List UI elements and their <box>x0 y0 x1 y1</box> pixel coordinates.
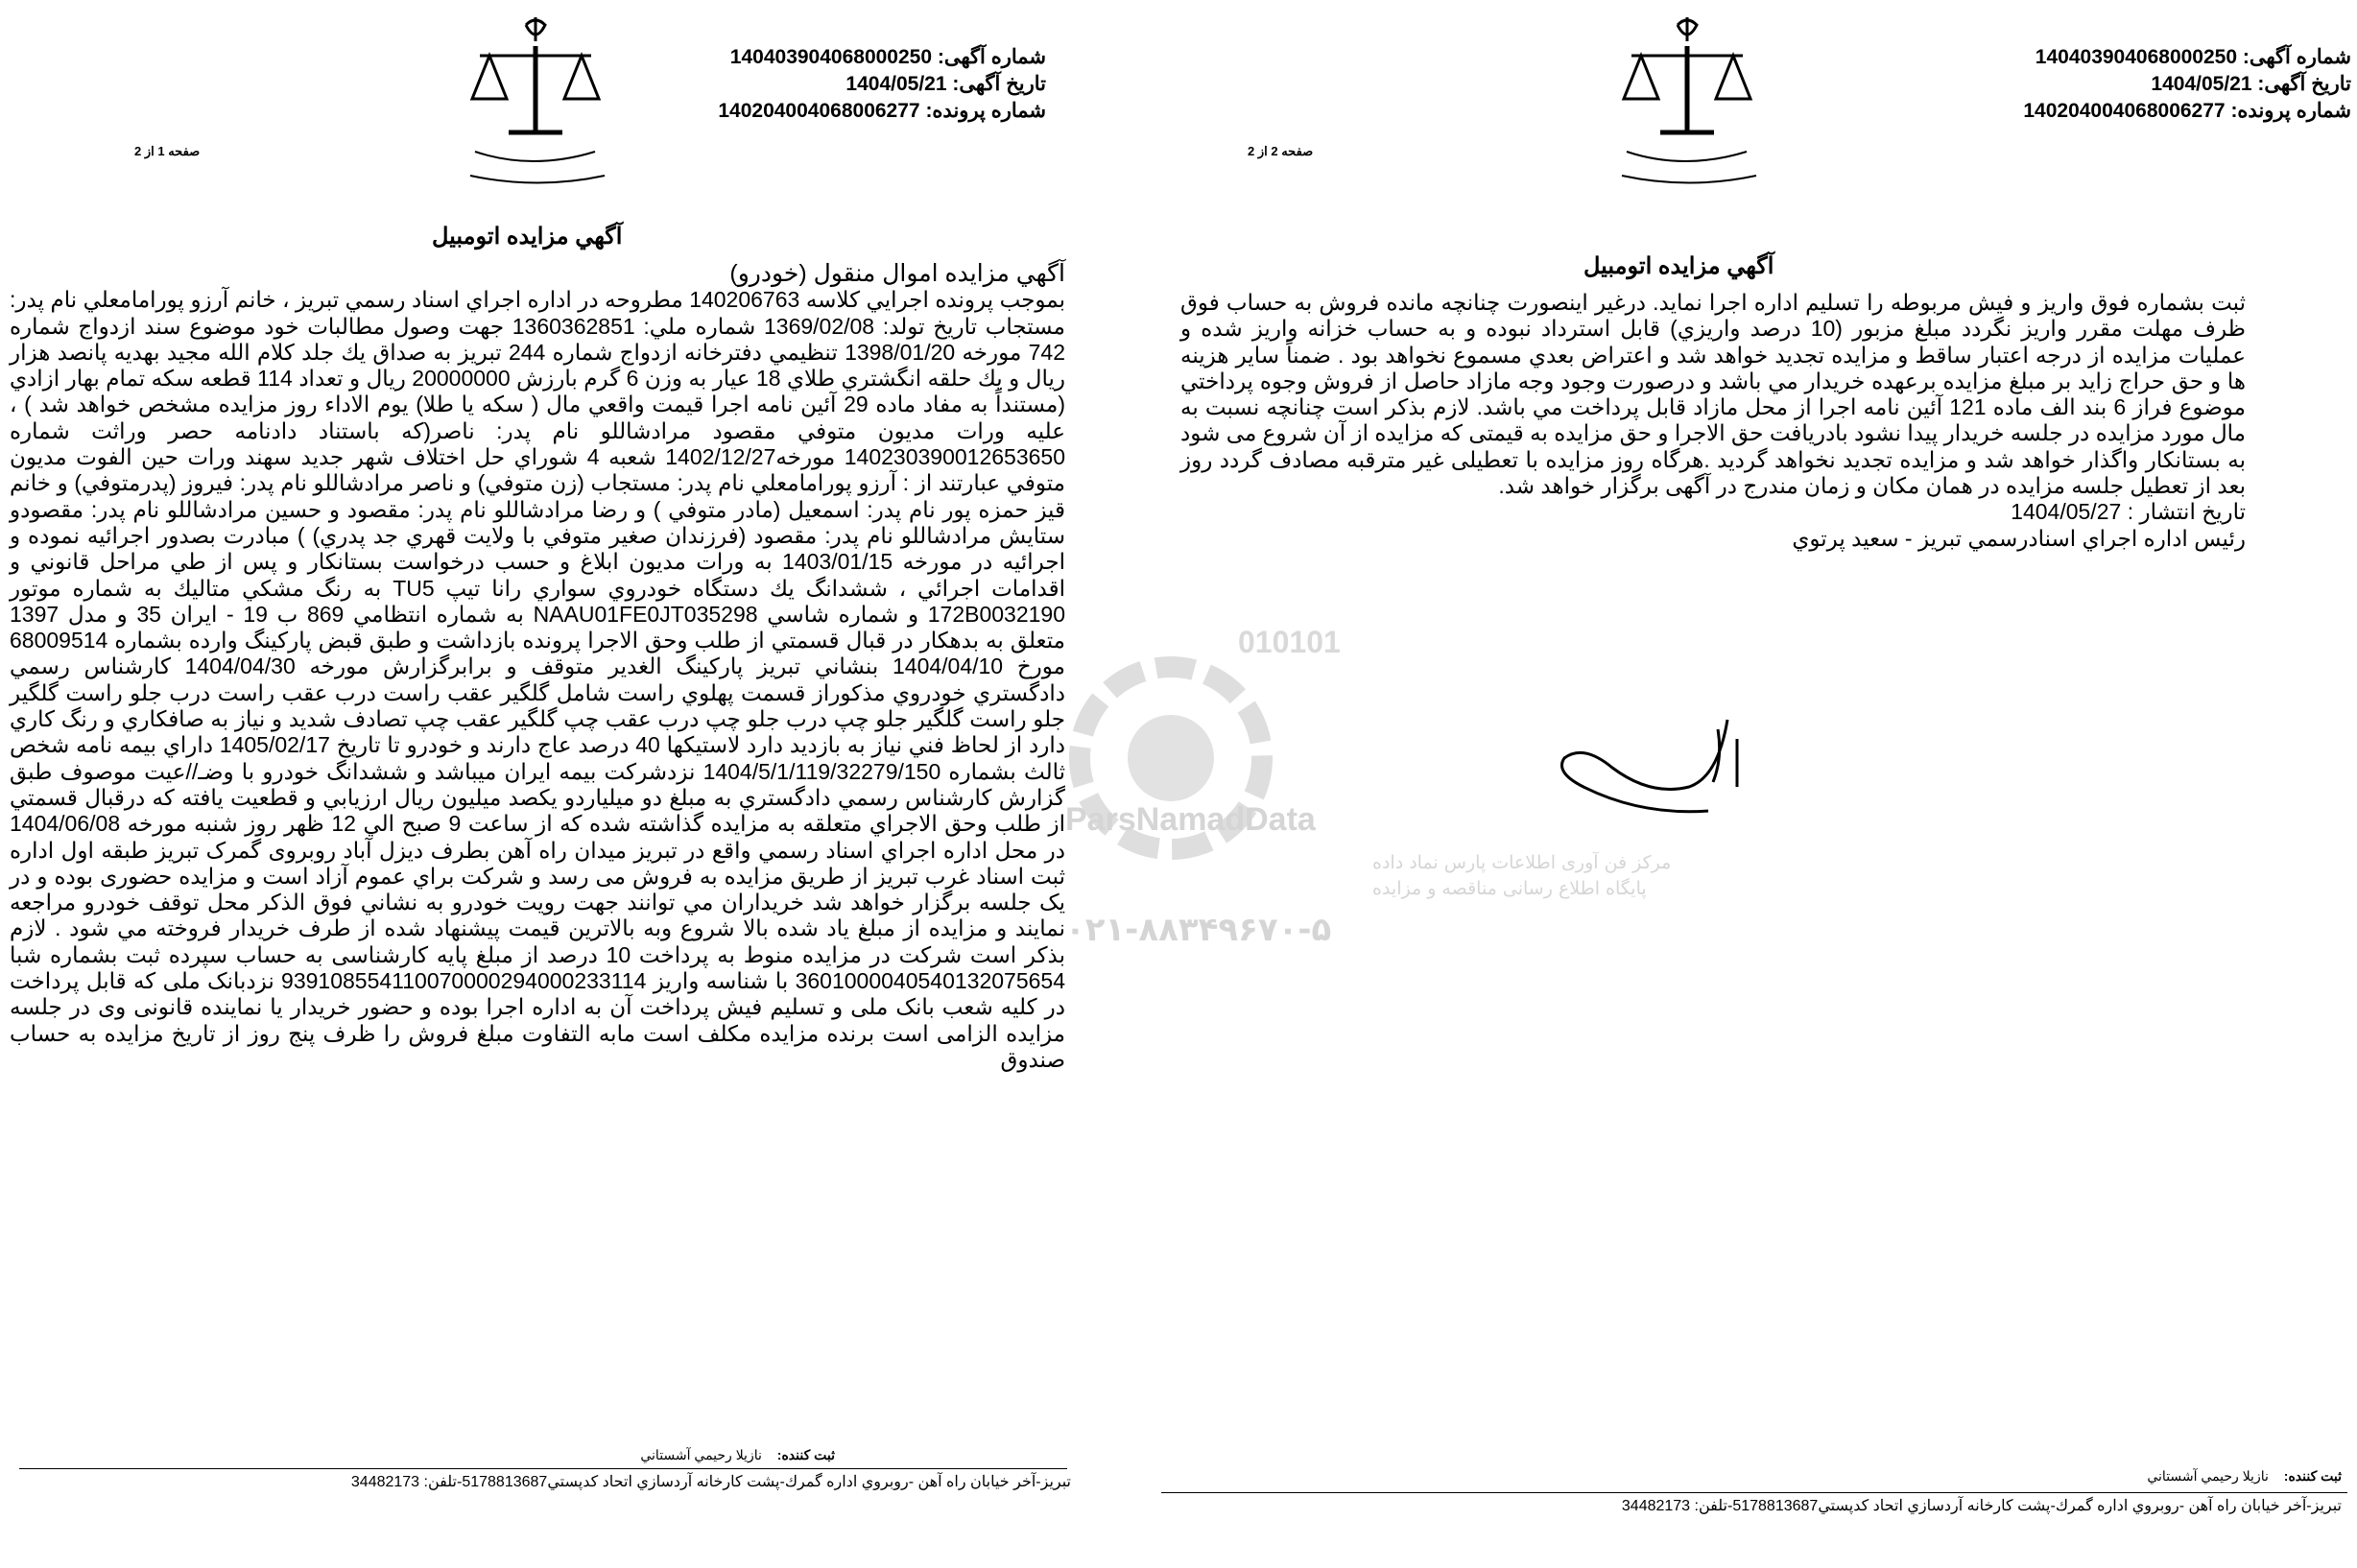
file-number-label: شماره پرونده: <box>925 100 1046 122</box>
ad-number: 140403904068000250 <box>2035 46 2238 68</box>
file-number: 140204004068006277 <box>718 100 920 122</box>
page-1 <box>0 0 1084 1568</box>
judiciary-emblem-icon <box>1603 8 1771 190</box>
ad-number-label: شماره آگهی: <box>2242 46 2351 68</box>
publish-date: 1404/05/27 <box>2011 499 2122 525</box>
page-number: صفحه 1 از 2 <box>134 144 201 158</box>
body-text <box>1180 290 2246 552</box>
footer-divider <box>1161 1492 2347 1493</box>
registrar <box>2147 1468 2342 1485</box>
judiciary-emblem-icon <box>451 8 619 190</box>
handwritten-signature-icon <box>1536 701 1756 825</box>
document-title: آگهي مزايده اتومبيل <box>432 224 623 249</box>
body-paragraph: بموجب پرونده اجرايي كلاسه 140206763 مطروحه در اداره اجراي اسناد رسمي تبريز ، خانم آرزو پورامامعلي نام پدر: مستجاب تاريخ تولد: 1369/02/08 شماره ملي: 1360362851 جهت وصول مطالبات خود موضوع سند ازدواج شماره 742 مورخه 1398/01/20 تنظيمي دفترخانه ازدواج شماره 244 تبريز به صداق يك جلد كلام الله مجيد بهديه پانصد هزار ريال و يك حلقه انگشتري طلاي 18 عيار به وزن 6 گرم بارزش 20000000 ريال و تعداد 114 قطعه سكه تمام بهار ازادي (مستنداً به مفاد ماده 29 آئين نامه اجرا قيمت واقعي مال ( سكه يا طلا) يوم الاداء روز مزايده مشخص خواهد شد ) ، عليه ورات مديون متوفي مقصود مرادشاللو نام پدر: ناصر(كه باستناد دادنامه حصر وراثت شماره 140230390012653650 مورخه1402/12/27 شعبه 4 شوراي حل اختلاف شهر جديد سهند ورات حين الفوت مديون متوفي عبارتند از : آرزو پورامامعلي نام پدر: مستجاب (زن متوفي) و ناصر مرادشاللو نام پدر: فيروز (پدرمتوفي) و خانم قيز حمزه پور نام پدر: اسمعيل (مادر متوفي ) و رضا مرادشاللو نام پدر: مقصود و حسين مرادشاللو نام پدر: مقصودو ستايش مرادشاللو نام پدر: مقصود (فرزندان صغير متوفي با ولايت قهري جد پدري) ) مبادرت بصدور اجرائيه نموده و اجرائيه در مورخه 1403/01/15 به ورات مديون ابلاغ و حسب درخواست بستانكار و پس از طي مراحل قانوني و اقدامات اجرائي ، ششدانگ يك دستگاه خودروي سواري رانا تيپ TU5 به رنگ مشكي متاليك به شماره موتور 172B0032190 و شماره شاسي NAAU01FE0JT035298 به شماره انتظامي 869 ب 19 - ايران 35 و مدل 1397 متعلق به بدهكار در قبال قسمتي از طلب وحق الاجرا پرونده بازداشت و طبق قبض پاركينگ وارده بشماره 68009514 مورخ 1404/04/10 بنشاني تبريز پاركينگ الغدير متوقف و برابرگزارش مورخه 1404/04/30 كارشناس رسمي دادگستري خودروي مذكوراز قسمت پهلوي راست شامل گلگير عقب راست درب عقب راست درب جلو راست گلگير جلو راست گلگير جلو چپ درب جلو چپ درب عقب چپ گلگير عقب چپ تصادف شديد و نياز به صافكاري و رنگ كاري دارد از لحاظ فني نياز به بازديد دارد لاستيكها 40 درصد عاج دارند و خودرو تا تاريخ 1405/02/17 داراي بيمه نامه شخص ثالث بشماره 1404/5/1/119/32279/150 نزدشركت بيمه ايران ميباشد و ششدانگ خودرو با وضـ//عيت موصوف طبق گزارش كارشناس رسمي دادگستري به مبلغ دو ميلياردو يكصد ميليون ريال ارزيابي و قطعيت يافته كه درقبال قسمتي از طلب وحق الاجراي متعلقه به مزايده گذاشته شده كه از ساعت 9 صبح الي 12 ظهر روز شنبه مورخه 1404/06/08 در محل اداره اجراي اسناد رسمي واقع در تبريز ميدان راه آهن بطرف ديزل آباد روبروی گمرک تبريز طبقه اول اداره ثبت اسناد غرب تبريز از طريق مزايده به فروش می رسد و شركت براي عموم آزاد است و مزايده حضوری بوده و در يک جلسه برگزار خواهد شد خريداران مي توانند جهت رويت خودرو به نشاني فوق الذكر محل توقف خودرو مراجعه نمايند و مزايده از مبلغ ياد شده بالا شروع وبه بالاترين قيمت پيشنهاد شده از طرف خريدار فروخته مي شود . لازم بذكر است شركت در مزايده منوط به پرداخت 10 درصد از مبلغ پايه كارشناسی به حساب سپرده ثبت بشماره شبا 3601000040540132075654 با شناسه واريز 939108554110070000294000233114 نزدبانک ملی که قابل پرداخت در كليه شعب بانک ملی و تسليم فيش پرداخت آن به اداره اجرا بوده و حضور خريدار يا نماينده قانونی وی در جلسه مزايده الزامی است برنده مزايده مكلف است مابه التفاوت مبلغ فروش را ظرف پنج روز از تاريخ مزايده به حساب صندوق <box>10 287 1066 1072</box>
ad-number-row <box>1814 44 2351 71</box>
header-info <box>1814 44 2351 125</box>
ad-number-row <box>662 44 1046 71</box>
footer-address: تبريز-آخر خيابان راه آهن -روبروي اداره گمرك-پشت كارخانه آردسازي اتحاد كدپستي5178813687-تلفن: 34482173 <box>350 1474 1071 1490</box>
registrar-label: ثبت كننده: <box>776 1447 835 1462</box>
registrar <box>640 1447 835 1463</box>
watermark-line2: پایگاه اطلاع رسانی مناقصه و مزایده <box>1372 878 1647 899</box>
registrar-label: ثبت كننده: <box>2283 1468 2342 1484</box>
ad-date-row <box>1814 71 2351 98</box>
ad-date-label: تاریخ آگهی: <box>952 73 1046 95</box>
file-number-label: شماره پرونده: <box>2230 100 2351 122</box>
file-number-row <box>662 98 1046 125</box>
publish-date-label: تاريخ انتشار : <box>2127 499 2246 525</box>
registrar-name: نازيلا رحيمي آشستاني <box>640 1447 762 1462</box>
registrar-name: نازيلا رحيمي آشستاني <box>2147 1468 2269 1484</box>
file-number-row <box>1814 98 2351 125</box>
page-number: صفحه 2 از 2 <box>1248 144 1314 158</box>
body-paragraph: ثبت بشماره فوق واريز و فيش مربوطه را تسليم اداره اجرا نمايد. درغير اينصورت چنانچه مانده فروش به حساب فوق ظرف مهلت مقرر واريز نگردد مبلغ مزبور (10 درصد واريزي) قابل استرداد نبوده و به حساب خزانه واريز شده و عمليات مزايده از درجه اعتبار ساقط و مزايده تجديد خواهد شد و اعتراض بعدي مسموع نخواهد بود . ضمناً ساير هزينه ها و حق حراج زايد بر مبلغ مزايده برعهده خريدار مي باشد و درصورت وجود وجه مازاد حاصل از فروش وجوه پرداختي موضوع فراز 6 بند الف ماده 121 آئين نامه اجرا از محل مازاد قابل پرداخت مي باشد. لازم بذكر است چنانچه نسبت به مال مورد مزايده در جلسه خريدار پيدا نشود بادريافت حق الاجرا و حق مزايده به قيمتی كه مزايده از آن شروع می شود به بستانكار واگذار خواهد شد و مزايده تجديد نخواهد گرديد .هرگاه روز مزايده با تعطيلی غير مترقبه مصادف گردد روز بعد از تعطيل جلسه مزايده در همان مكان و زمان مندرج در آگهی برگزار خواهد شد. <box>1180 290 2246 499</box>
footer-divider <box>19 1468 1067 1469</box>
footer-address: تبريز-آخر خيابان راه آهن -روبروي اداره گمرك-پشت كارخانه آردسازي اتحاد كدپستي5178813687-تلفن: 34482173 <box>1621 1498 2342 1514</box>
file-number: 140204004068006277 <box>2023 100 2226 122</box>
watermark-binary: 010101 <box>1238 625 1341 659</box>
page-2 <box>1152 0 2357 1568</box>
publish-date-line <box>1180 499 2246 525</box>
watermark-brand: ParsNamadData <box>1065 801 1316 838</box>
signatory: رئيس اداره اجراي اسنادرسمي تبريز - سعيد پرتوي <box>1792 525 2246 551</box>
body-text <box>10 261 1065 1073</box>
ad-date-row <box>662 71 1046 98</box>
watermark-phone: ۰۲۱-۸۸۳۴۹۶۷۰-۵ <box>1065 911 1332 949</box>
document-title: آگهي مزايده اتومبيل <box>1583 253 1774 279</box>
ad-date: 1404/05/21 <box>2151 73 2252 95</box>
ad-number: 140403904068000250 <box>729 46 933 68</box>
header-info <box>662 44 1046 125</box>
ad-number-label: شماره آگهی: <box>937 46 1046 68</box>
ad-date-label: تاریخ آگهی: <box>2257 73 2351 95</box>
ad-date: 1404/05/21 <box>845 73 947 95</box>
document-subtitle: آگهي مزايده اموال منقول (خودرو) <box>729 260 1065 287</box>
watermark-line1: مرکز فن آوری اطلاعات پارس نماد داده <box>1372 852 1672 873</box>
